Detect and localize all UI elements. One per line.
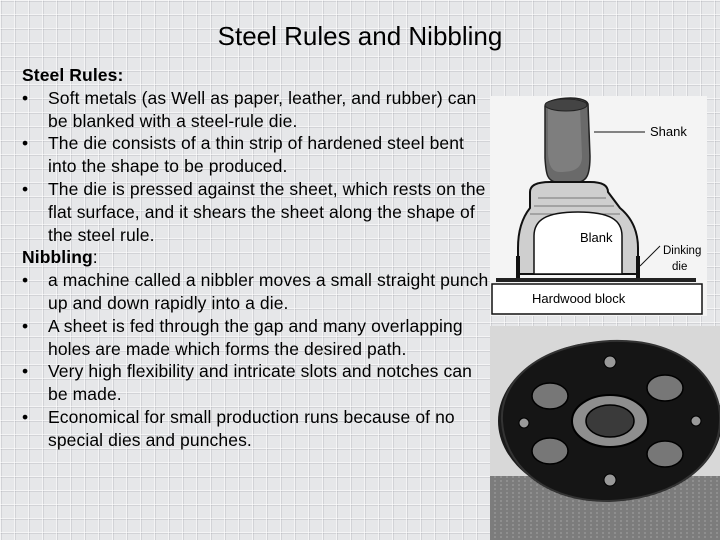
bullet-item [22, 132, 492, 178]
bullet-text: a machine called a nibbler moves a small straight punch up and down rapidly into a die. [48, 270, 489, 313]
bullet-item [22, 315, 492, 361]
bullet-dot: • [22, 361, 29, 382]
dinking-die-right [636, 256, 640, 280]
steel-rules-heading [22, 64, 492, 87]
dinking-die-left [516, 256, 520, 280]
bullet-text: The die consists of a thin strip of hardened steel bent into the shape to be produced. [48, 133, 465, 177]
slot-hole [647, 441, 683, 467]
steel-rule-die-figure [490, 96, 707, 316]
label-blank: Blank [580, 230, 613, 245]
bullet-dot: • [22, 133, 29, 154]
bullet-text: Soft metals (as Well as paper, leather, and rubber) can be blanked with a steel-rule die. [48, 87, 477, 131]
bullet-item [22, 360, 492, 406]
bullet-dot: • [22, 315, 29, 336]
bullet-text: The die is pressed against the sheet, which rests on the flat surface, and it shears the sheet along the shape of the steel rule. [48, 178, 486, 245]
bullet-text: Economical for small production runs because of no special dies and punches. [48, 406, 455, 450]
slide-body [22, 64, 492, 452]
small-hole [604, 356, 616, 368]
steel-rules-heading-text: Steel Rules: [22, 65, 124, 85]
label-die: die [672, 261, 688, 273]
label-dinking: Dinking [663, 245, 702, 257]
slot-hole [647, 375, 683, 401]
label-hardwood-block: Hardwood block [532, 291, 626, 306]
sheet-strip [496, 278, 696, 282]
bullet-item [22, 406, 492, 452]
bullet-dot: • [22, 178, 29, 199]
nibbled-part-photo [490, 326, 720, 540]
bullet-item [22, 269, 492, 315]
shank-shape [545, 98, 590, 182]
bullet-item [22, 87, 492, 133]
small-hole [519, 418, 529, 428]
bullet-dot: • [22, 406, 29, 427]
bullet-dot: • [22, 87, 29, 108]
nibbling-heading-colon: : [92, 247, 98, 268]
bullet-item [22, 178, 492, 246]
label-shank: Shank [650, 124, 687, 139]
small-hole [691, 416, 701, 426]
slide-title: Steel Rules and Nibbling [217, 21, 503, 51]
nibbling-heading [22, 246, 492, 269]
bullet-text: Very high flexibility and intricate slots and notches can be made. [48, 361, 472, 405]
slot-hole [532, 438, 568, 464]
small-hole [604, 474, 616, 486]
nibbling-heading-text: Nibbling [22, 247, 93, 268]
sprocket-part [498, 341, 720, 501]
bullet-text: A sheet is fed through the gap and many overlapping holes are made which forms the desired path. [48, 315, 463, 359]
bullet-dot: • [22, 270, 29, 291]
slot-hole [532, 383, 568, 409]
